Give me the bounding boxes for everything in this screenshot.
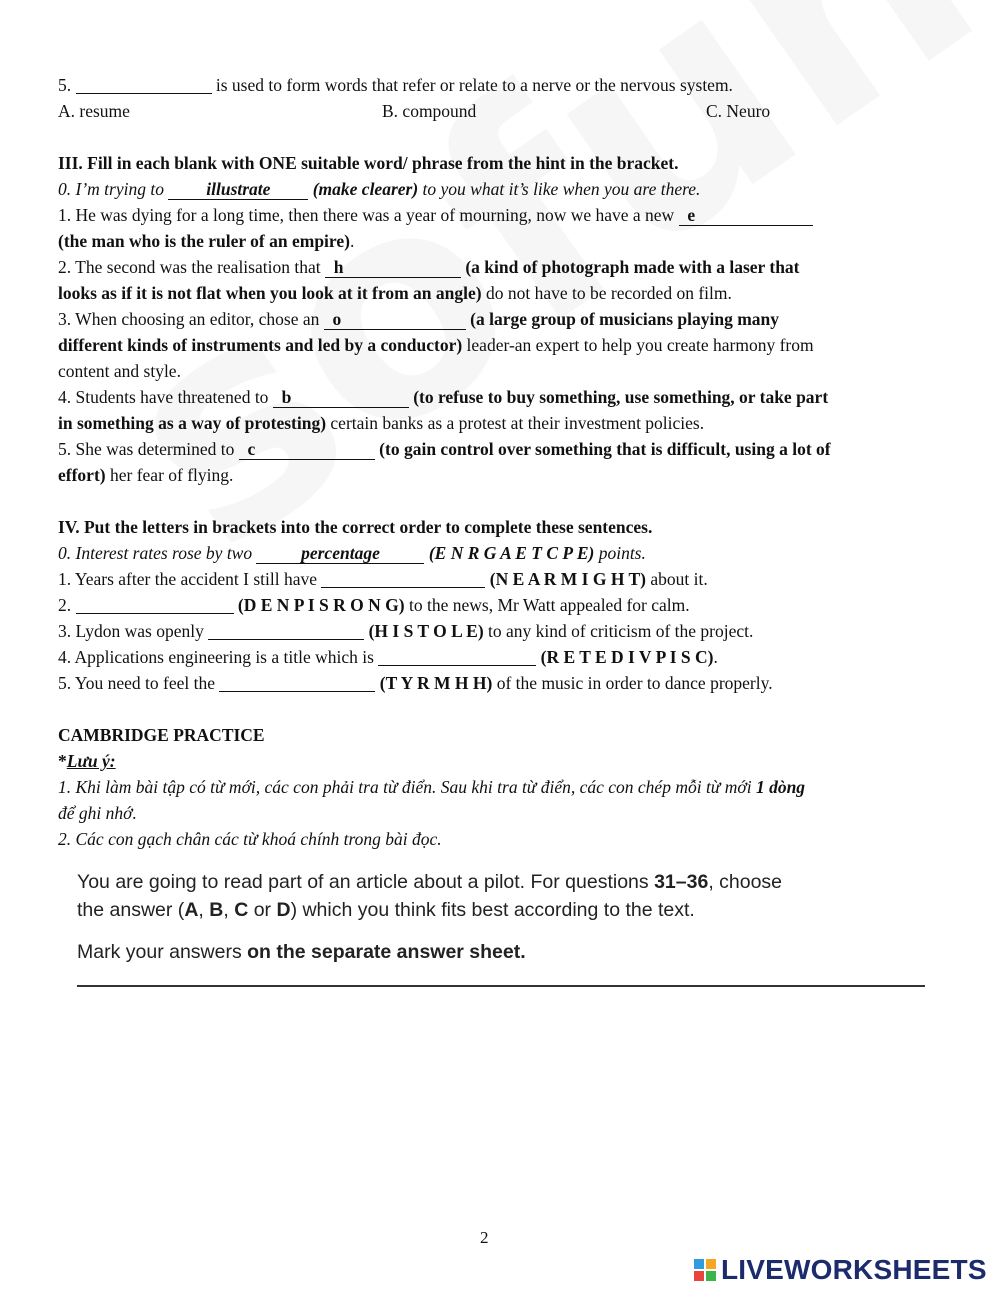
note-label: Lưu ý: — [66, 751, 116, 771]
hint-letter: b — [281, 387, 292, 407]
item-text: 2. The second was the realisation that — [58, 257, 325, 277]
q5-number: 5. — [58, 75, 76, 95]
answer-blank-3-3[interactable] — [324, 309, 466, 330]
instructions-divider — [77, 985, 925, 987]
item-post: about it. — [645, 569, 708, 589]
item-hint: in something as a way of protesting) — [58, 413, 327, 433]
cambridge-note-1 — [58, 774, 918, 800]
q5-option-a[interactable]: A. resume — [58, 101, 130, 121]
answer-blank-3-4[interactable] — [273, 387, 409, 408]
section4-example-answer: percentage — [256, 543, 424, 564]
item-hint: looks as if it is not flat when you look at it from an angle) — [58, 283, 482, 303]
answer-blank-4-4[interactable] — [378, 646, 536, 666]
cambridge-note-label — [58, 748, 918, 774]
instr-text: or — [248, 899, 277, 921]
instr-option: B — [209, 899, 224, 921]
liveworksheets-logo-icon — [694, 1259, 716, 1281]
instr-option: A — [184, 899, 199, 921]
item-post: content and style. — [58, 361, 181, 381]
instr-answer-sheet: on the separate answer sheet. — [247, 941, 526, 963]
scrambled-letters: (N E A R M I G H T) — [489, 569, 646, 589]
section4-example-pre: 0. Interest rates rose by two — [58, 543, 257, 563]
item-hint: (to gain control over something that is difficult, using a lot of — [379, 439, 831, 459]
section3-example-post: to you what it’s like when you are there. — [418, 179, 701, 199]
instructions-line-1 — [77, 868, 937, 896]
cambridge-note-2: 2. Các con gạch chân các từ khoá chính trong bài đọc. — [58, 829, 442, 849]
item-post: certain banks as a protest at their investment policies. — [326, 413, 705, 433]
section4-item-1 — [58, 566, 918, 592]
section4-title: IV. Put the letters in brackets into the correct order to complete these sentences. — [58, 517, 653, 537]
section3-example — [58, 176, 918, 202]
section3-item-5 — [58, 436, 918, 462]
logo-square-3 — [694, 1271, 704, 1281]
q5-option-b[interactable]: B. compound — [382, 101, 477, 121]
item-hint: (a large group of musicians playing many — [470, 309, 780, 329]
hint-letter: c — [247, 439, 256, 459]
section3-item-2 — [58, 254, 918, 280]
item-text: 3. Lydon was openly — [58, 621, 209, 641]
item-hint: (the man who is the ruler of an empire) — [58, 231, 350, 251]
scrambled-letters: (R E T E D I V P I S C) — [540, 647, 714, 667]
item-text: 1. Years after the accident I still have — [58, 569, 322, 589]
scrambled-letters: (T Y R M H H) — [379, 673, 493, 693]
logo-text: LIVEWORKSHEETS — [721, 1254, 987, 1285]
item-text: 2. — [58, 595, 76, 615]
note-star: * — [58, 751, 67, 771]
reading-instructions — [77, 868, 937, 966]
section4-item-2 — [58, 592, 918, 618]
section3-item-4 — [58, 384, 918, 410]
scrambled-letters: (D E N P I S R O N G) — [237, 595, 405, 615]
section4-item-3 — [58, 618, 918, 644]
instr-text: You are going to read part of an article about a pilot. For questions — [77, 871, 655, 893]
instr-text: , — [198, 899, 210, 921]
answer-blank-3-1[interactable] — [679, 205, 813, 226]
q5-text: is used to form words that refer or relate to a nerve or the nervous system. — [211, 75, 733, 95]
worksheet-page — [58, 72, 918, 852]
item-post: leader-an expert to help you create harmony from — [462, 335, 814, 355]
q5-line — [58, 72, 918, 98]
section3-item-3-cont2 — [58, 358, 918, 384]
item-hint: effort) — [58, 465, 106, 485]
item-post: . — [349, 231, 355, 251]
item-text: 4. Applications engineering is a title which is — [58, 647, 379, 667]
item-text: 5. You need to feel the — [58, 673, 220, 693]
instr-text: , choose — [708, 871, 783, 893]
item-hint: (to refuse to buy something, use something, or take part — [413, 387, 829, 407]
q5-options — [58, 98, 918, 124]
instr-text: ) which you think fits best according to the text. — [290, 899, 695, 921]
item-post: to any kind of criticism of the project. — [483, 621, 754, 641]
hint-letter: o — [332, 309, 342, 329]
instr-questions: 31–36 — [654, 871, 709, 893]
section4-example — [58, 540, 918, 566]
section3-title: III. Fill in each blank with ONE suitable word/ phrase from the hint in the bracket. — [58, 153, 679, 173]
section4-item-5 — [58, 670, 918, 696]
logo-square-4 — [706, 1271, 716, 1281]
cambridge-note-1-cont: để ghi nhớ. — [58, 803, 137, 823]
answer-blank-4-1[interactable] — [321, 568, 485, 588]
item-hint: (a kind of photograph made with a laser that — [465, 257, 800, 277]
answer-blank-4-2[interactable] — [76, 594, 234, 614]
answer-blank-3-2[interactable] — [325, 257, 461, 278]
section3-example-hint: (make clearer) — [312, 179, 419, 199]
item-text: 5. She was determined to — [58, 439, 239, 459]
note-1-text: 1. Khi làm bài tập có từ mới, các con phải tra từ điển. Sau khi tra từ điển, các con chép mỗi từ mới — [58, 777, 756, 797]
section4-example-post: points. — [594, 543, 646, 563]
item-text: 1. He was dying for a long time, then there was a year of mourning, now we have a new — [58, 205, 679, 225]
note-1-bold: 1 dòng — [755, 777, 806, 797]
instructions-line-3 — [77, 938, 937, 966]
logo-square-2 — [706, 1259, 716, 1269]
hint-letter: h — [333, 257, 344, 277]
item-post: of the music in order to dance properly. — [492, 673, 773, 693]
section3-item-5-cont — [58, 462, 918, 488]
item-post: . — [713, 647, 718, 667]
instructions-line-2 — [77, 896, 937, 924]
instr-text: , — [223, 899, 235, 921]
section3-item-1-cont — [58, 228, 918, 254]
section3-example-answer: illustrate — [168, 179, 308, 200]
page-number: 2 — [480, 1228, 489, 1247]
answer-blank-3-5[interactable] — [239, 439, 375, 460]
item-post: do not have to be recorded on film. — [481, 283, 732, 303]
item-hint: different kinds of instruments and led by a conductor) — [58, 335, 463, 355]
section3-example-pre: 0. I’m trying to — [58, 179, 169, 199]
section3-item-2-cont — [58, 280, 918, 306]
item-post: her fear of flying. — [105, 465, 234, 485]
item-text: 3. When choosing an editor, chose an — [58, 309, 324, 329]
instr-text: the answer ( — [77, 899, 185, 921]
item-post: to the news, Mr Watt appealed for calm. — [404, 595, 690, 615]
section4-item-4 — [58, 644, 918, 670]
answer-blank-4-3[interactable] — [208, 620, 364, 640]
logo-square-1 — [694, 1259, 704, 1269]
section3-item-1 — [58, 202, 918, 228]
section3-item-3 — [58, 306, 918, 332]
section3-item-4-cont — [58, 410, 918, 436]
instr-option: D — [276, 899, 291, 921]
hint-letter: e — [687, 205, 696, 225]
q5-blank[interactable] — [76, 74, 212, 94]
section4-example-letters: (E N R G A E T C P E) — [428, 543, 595, 563]
q5-option-c[interactable]: C. Neuro — [706, 101, 771, 121]
answer-blank-4-5[interactable] — [219, 672, 375, 692]
instr-option: C — [234, 899, 249, 921]
item-text: 4. Students have threatened to — [58, 387, 273, 407]
scrambled-letters: (H I S T O L E) — [368, 621, 484, 641]
cambridge-title: CAMBRIDGE PRACTICE — [58, 725, 265, 745]
section3-item-3-cont — [58, 332, 918, 358]
instr-text: Mark your answers — [77, 941, 248, 963]
liveworksheets-logo[interactable] — [694, 1255, 987, 1285]
